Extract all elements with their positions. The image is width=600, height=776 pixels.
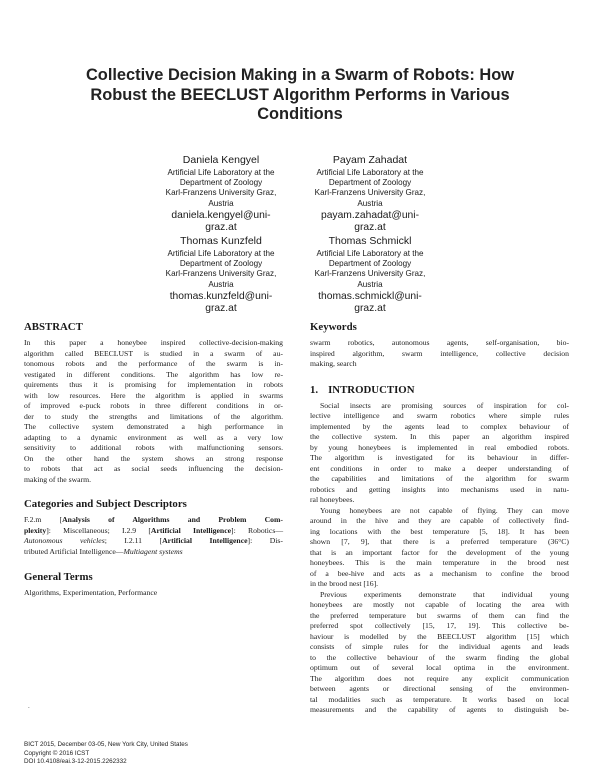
text-line: that is an important factor for the development of the young	[310, 547, 569, 557]
text-line: robotics and getting insights into mechanisms used in natu-	[310, 484, 569, 494]
text-line	[24, 536, 283, 547]
title-line: Conditions	[257, 105, 343, 123]
text-line: ral honeybees.	[310, 495, 355, 504]
text-line: to robots that act as social seeds influencing the decision-	[24, 464, 283, 473]
text-line	[24, 547, 283, 558]
text-line: Social insects are promising sources of inspiration for col-	[320, 400, 569, 410]
text-line: around in the hive and they are capable of collectively find-	[310, 516, 569, 525]
keywords-text	[310, 338, 569, 370]
author-affiliation: Department of Zoology	[328, 259, 412, 269]
section-number: 1.	[310, 383, 319, 396]
author-affiliation: Artificial Life Laboratory at the	[316, 168, 424, 177]
text-line: tonomous robots and the performance of the swarm is in-	[24, 359, 283, 368]
title-line: Robust the BEECLUST Algorithm Performs in Various	[90, 85, 510, 104]
text-line: in the brood nest [16].	[310, 579, 379, 588]
categories-heading: Categories and Subject Descriptors	[24, 498, 187, 510]
author-block-schmickl	[300, 235, 440, 315]
text-line: of a bee-hive and acts as a mechanism to confine the brood	[310, 568, 569, 578]
author-affiliation: Austria	[357, 279, 383, 289]
text-line: The collective system demonstrated a high performance in	[24, 422, 283, 431]
text-line: implemented by the agents lead to complex behaviour of	[310, 421, 569, 431]
text-line: The algorithm does not require any explicit communication	[310, 673, 569, 683]
text-line: quirements thus it is promising for implementation in robots	[24, 380, 283, 389]
author-affiliation: Austria	[357, 198, 383, 208]
footer-line: Copyright © 2016 ICST	[24, 749, 90, 757]
text-line: with low resources. Here the algorithm is applied in swarms	[24, 390, 283, 400]
text-line: to the collective behaviour of the swarm finding the global	[310, 652, 569, 662]
text-line: the preferred temperature but swarms of them can find the	[310, 610, 569, 620]
author-block-zahadat	[300, 154, 440, 234]
author-email: graz.at	[205, 222, 237, 234]
text-line: adapting to a dynamic environment as well as a very low	[24, 432, 283, 442]
text-line: der to study the strengths and limitations of the algorithm.	[24, 411, 283, 421]
text-run: tributed Artificial Intelligence—	[24, 546, 124, 556]
general-terms-heading: General Terms	[24, 571, 93, 583]
footer-line: DOI 10.4108/eai.3-12-2015.2262332	[24, 758, 127, 766]
text-line: sensitivity to additional robots with malfunctioning sensors.	[24, 443, 283, 452]
text-line: by young honeybees is implemented in real embodied robots.	[310, 442, 569, 452]
text-line: honeybees are mostly not capable of locating the area with	[310, 600, 569, 609]
author-name: Thomas Schmickl	[328, 235, 412, 247]
text-line: consists of simple rules for the individual agents and leads	[310, 642, 569, 651]
text-line: algorithm called BEECLUST is studied in a swarm of au-	[24, 348, 283, 358]
text-line: swarm robotics, autonomous agents, self-organisation, bio-	[310, 338, 569, 347]
text-line: haviour is modelled by the BEECLUST algorithm [15] which	[310, 631, 569, 641]
text-line: vestigated in different conditions. The algorithm has low re-	[24, 369, 283, 379]
author-affiliation: Karl-Franzens University Graz,	[165, 269, 277, 279]
text-run: ; I.2.11 [	[104, 536, 163, 545]
text-run-bold: Artificial Intelligence	[162, 536, 248, 545]
text-run: F.2.m [	[24, 515, 63, 524]
text-line: between agents or directional sensing of the environmen-	[310, 684, 569, 693]
section-title: INTRODUCTION	[328, 383, 415, 396]
text-run-italic: Autonomous vehicles	[24, 536, 105, 545]
text-line: of improved e-puck robots in three different conditions in or-	[24, 401, 283, 410]
author-affiliation: Karl-Franzens University Graz,	[314, 188, 426, 198]
text-line: The algorithm is investigated for its behaviour in differ-	[310, 453, 569, 462]
text-line: the collective system. In this paper an algorithm inspired	[310, 432, 569, 441]
text-run-bold: Analysis of Algorithms and Problem Com-	[62, 515, 283, 524]
text-run-bold: plexity	[24, 525, 47, 535]
text-line: Young honeybees are not capable of flying. They can move	[320, 505, 569, 515]
general-terms-text	[24, 588, 283, 599]
introduction-text	[310, 401, 569, 716]
author-email: thomas.kunzfeld@uni-	[169, 290, 273, 302]
text-line: On the other hand the system shows an strong response	[24, 453, 283, 463]
left-column	[24, 321, 283, 599]
author-email: graz.at	[354, 303, 386, 315]
text-line: making of the swarm.	[24, 474, 92, 484]
text-line: inspired algorithm, swarm intelligence, collective decision	[310, 348, 569, 358]
author-block-kunzfeld	[151, 235, 291, 315]
text-line: honeybees. This is the main temperature in the brood nest	[310, 558, 569, 567]
author-email: graz.at	[205, 303, 237, 315]
author-name: Daniela Kengyel	[182, 154, 260, 166]
paper-title	[40, 66, 560, 125]
text-run: ]: Miscellaneous; I.2.9 [	[46, 525, 151, 535]
text-line: ing locations with the best temperature [5, 18]. It has been	[310, 526, 569, 536]
text-line	[24, 526, 283, 537]
author-email: payam.zahadat@uni-	[320, 209, 420, 221]
text-run-bold: Artificial Intelligence	[150, 525, 232, 535]
author-block-kengyel	[151, 154, 291, 234]
footer-line: BICT 2015, December 03-05, New York City, United States	[24, 741, 188, 748]
author-affiliation: Department of Zoology	[328, 178, 412, 188]
text-run: ]: Robotics—	[231, 525, 284, 535]
author-email: graz.at	[354, 222, 386, 234]
text-line: measurements and the capability of agents to distinguish be-	[310, 705, 569, 714]
author-affiliation: Karl-Franzens University Graz,	[165, 188, 277, 198]
author-affiliation: Austria	[208, 279, 234, 289]
author-email: thomas.schmickl@uni-	[318, 290, 422, 302]
text-line: tal modalities such as temperature. It works based on local	[310, 694, 569, 704]
text-line: optimum out of several local optima in the environment.	[310, 663, 569, 672]
categories-text	[24, 515, 283, 557]
text-line	[24, 515, 283, 526]
text-line: making, search	[310, 359, 357, 368]
title-line: Collective Decision Making in a Swarm of Robots: How	[85, 66, 515, 84]
text-line: Previous experiments demonstrate that individual young	[320, 589, 569, 599]
right-column	[310, 321, 569, 716]
author-name: Thomas Kunzfeld	[180, 235, 262, 247]
author-affiliation: Karl-Franzens University Graz,	[314, 269, 426, 279]
text-line: Algorithms, Experimentation, Performance	[24, 588, 158, 597]
text-line: ent conditions in order to make a deeper understanding of	[310, 463, 569, 473]
text-line: lective intelligence and swarm robotics where simple rules	[310, 411, 569, 420]
text-run: ]: Dis-	[247, 536, 283, 545]
author-name: Payam Zahadat	[332, 154, 408, 166]
author-affiliation: Artificial Life Laboratory at the	[167, 168, 275, 177]
author-affiliation: Austria	[208, 198, 234, 208]
text-line: the capabilities and limitations of the algorithm for swarm	[310, 474, 569, 483]
abstract-heading: ABSTRACT	[24, 321, 83, 333]
author-affiliation: Artificial Life Laboratory at the	[316, 249, 424, 258]
author-affiliation: Department of Zoology	[179, 178, 263, 188]
author-email: daniela.kengyel@uni-	[171, 209, 271, 221]
author-affiliation: Department of Zoology	[179, 259, 263, 269]
author-affiliation: Artificial Life Laboratory at the	[167, 249, 275, 258]
text-run-italic: Multiagent systems	[123, 546, 183, 556]
text-line: preferred spot collectively [15, 17, 19]. This collective be-	[310, 621, 569, 630]
abstract-text	[24, 338, 283, 485]
keywords-heading: Keywords	[310, 321, 357, 333]
introduction-heading	[310, 384, 569, 397]
copyright-footer	[24, 741, 188, 767]
stray-mark: .	[28, 702, 30, 710]
text-line: shown [7, 9], that there is a preferred temperature (36°C)	[310, 537, 569, 546]
text-line: In this paper a honeybee inspired collective-decision-making	[24, 338, 283, 347]
